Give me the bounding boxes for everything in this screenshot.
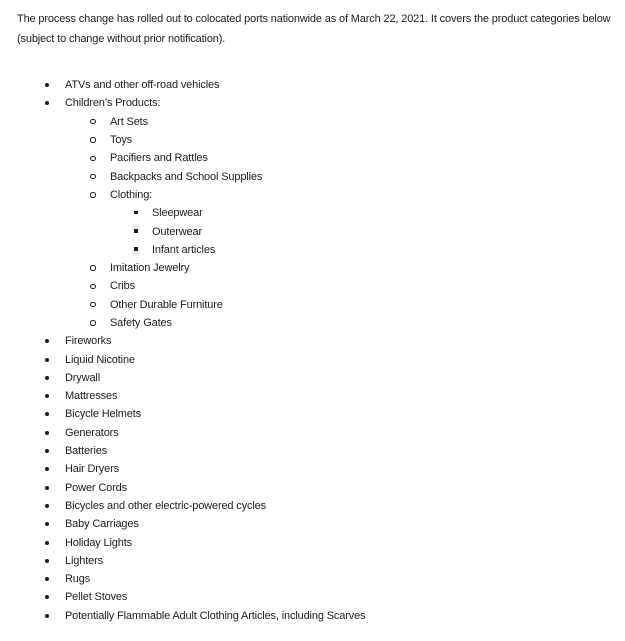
list-item: [0, 533, 625, 551]
list-item-label: Mattresses: [65, 390, 118, 403]
list-item: [0, 277, 625, 295]
intro-paragraph: The process change has rolled out to colocated ports nationwide as of March 22, 2021. It covers the product categories below (subject to change without prior notification).: [17, 13, 611, 45]
list-item-label: Liquid Nicotine: [65, 353, 135, 366]
square-bullet-icon: [134, 211, 138, 215]
list-item-label: Clothing:: [110, 188, 153, 201]
list-item: [0, 387, 625, 405]
list-item-label: Other Durable Furniture: [110, 298, 223, 311]
list-item: [0, 149, 625, 167]
circle-bullet-icon: [90, 302, 96, 308]
list-item-label: ATVs and other off-road vehicles: [65, 79, 220, 92]
list-item: [0, 515, 625, 533]
list-item: [0, 241, 625, 259]
list-item-label: Cribs: [110, 280, 135, 293]
circle-bullet-icon: [90, 284, 96, 290]
list-item-label: Fireworks: [65, 335, 112, 348]
list-item: [0, 94, 625, 112]
circle-bullet-icon: [90, 174, 96, 180]
list-item-label: Batteries: [65, 445, 108, 458]
list-item-label: Pacifiers and Rattles: [110, 152, 208, 165]
list-item-label: Outerwear: [152, 225, 203, 238]
list-item: [0, 588, 625, 606]
list-item-label: Drywall: [65, 371, 101, 384]
list-item-label: Baby Carriages: [65, 518, 139, 531]
disc-bullet-icon: [45, 559, 49, 563]
list-item-label: Pellet Stoves: [65, 591, 128, 604]
list-item: [0, 186, 625, 204]
list-item: [0, 113, 625, 131]
list-item: [0, 296, 625, 314]
list-item: [0, 552, 625, 570]
square-bullet-icon: [134, 229, 138, 233]
list-item: [0, 570, 625, 588]
disc-bullet-icon: [45, 614, 49, 618]
list-item: [0, 222, 625, 240]
list-item: [0, 442, 625, 460]
disc-bullet-icon: [45, 486, 49, 490]
list-item: [0, 259, 625, 277]
circle-bullet-icon: [90, 137, 96, 143]
circle-bullet-icon: [90, 192, 96, 198]
square-bullet-icon: [134, 247, 138, 251]
list-item-label: Art Sets: [110, 115, 148, 128]
list-item-label: Bicycles and other electric-powered cycles: [65, 499, 266, 512]
circle-bullet-icon: [90, 265, 96, 271]
circle-bullet-icon: [90, 320, 96, 326]
list-item-label: Generators: [65, 426, 119, 439]
list-item-label: Toys: [110, 134, 133, 147]
list-item: [0, 607, 625, 625]
product-list: [0, 76, 625, 625]
list-item: [0, 167, 625, 185]
circle-bullet-icon: [90, 119, 96, 125]
list-item: [0, 332, 625, 350]
list-item: [0, 350, 625, 368]
list-item-label: Holiday Lights: [65, 536, 132, 549]
list-item-label: Backpacks and School Supplies: [110, 170, 263, 183]
list-item: [0, 204, 625, 222]
list-item-label: Hair Dryers: [65, 463, 119, 476]
list-item: [0, 131, 625, 149]
list-item-label: Lighters: [65, 554, 103, 567]
list-item: [0, 76, 625, 94]
list-item: [0, 460, 625, 478]
disc-bullet-icon: [45, 376, 49, 380]
list-item-label: Children’s Products:: [65, 97, 161, 110]
disc-bullet-icon: [45, 431, 49, 435]
list-item: [0, 369, 625, 387]
disc-bullet-icon: [45, 358, 49, 362]
disc-bullet-icon: [45, 504, 49, 508]
list-item-label: Potentially Flammable Adult Clothing Articles, including Scarves: [65, 609, 366, 622]
list-item-label: Safety Gates: [110, 317, 172, 329]
list-item-label: Power Cords: [65, 481, 127, 494]
list-item: [0, 314, 625, 332]
list-item: [0, 405, 625, 423]
circle-bullet-icon: [90, 156, 96, 162]
list-item-label: Infant articles: [152, 243, 216, 256]
list-item-label: Rugs: [65, 573, 91, 586]
list-item: [0, 479, 625, 497]
list-item: [0, 497, 625, 515]
list-item-label: Sleepwear: [152, 207, 203, 220]
list-item-label: Bicycle Helmets: [65, 408, 141, 421]
list-item: [0, 424, 625, 442]
list-item-label: Imitation Jewelry: [110, 262, 190, 275]
disc-bullet-icon: [45, 541, 49, 545]
